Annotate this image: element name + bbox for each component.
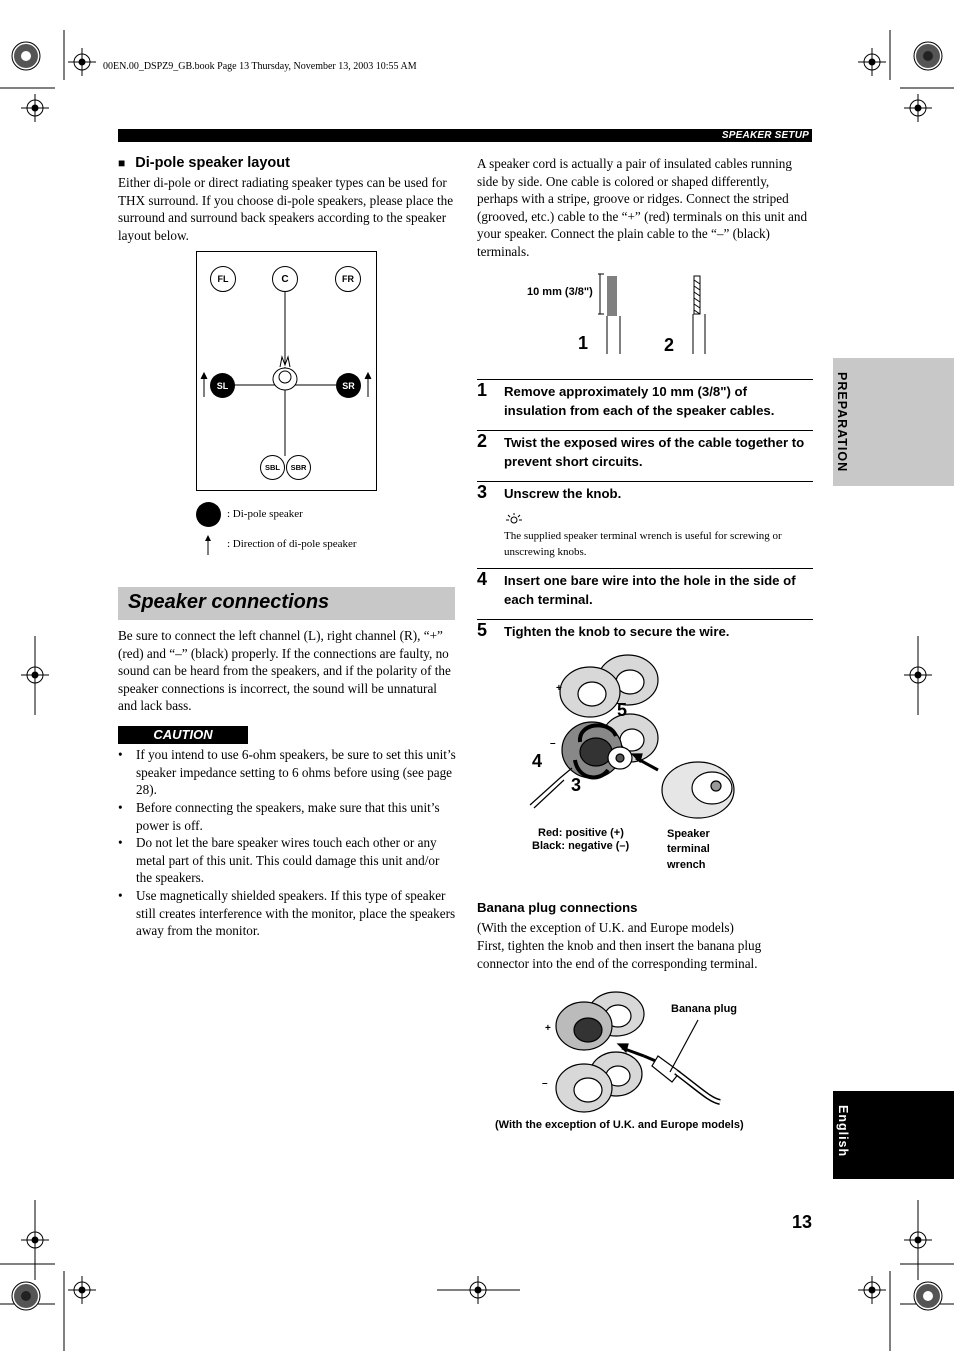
- side-tab-preparation-label: PREPARATION: [835, 372, 849, 473]
- file-header: 00EN.00_DSPZ9_GB.book Page 13 Thursday, November 13, 2003 10:55 AM: [103, 61, 417, 72]
- speaker-connections-title-box: [118, 587, 455, 620]
- caution-bullet-1: [118, 746, 458, 800]
- banana-heading: Banana plug connections: [477, 900, 638, 915]
- caution-bullet-text: Before connecting the speakers, make sure that this unit’s power is off.: [136, 800, 440, 833]
- terminal-plus-sign: +: [556, 683, 562, 694]
- terminal-fig-number-5: 5: [617, 700, 628, 720]
- caution-bullet-text: Use magnetically shielded speakers. If this type of speaker still creates interference with the monitor, place the speakers away from the monitor.: [136, 888, 456, 939]
- speaker-fl: [210, 266, 236, 292]
- caution-label: CAUTION: [153, 727, 213, 742]
- cable-stripping-figure: [596, 270, 716, 356]
- caution-bullet-2: [118, 799, 458, 835]
- bullet-mark: •: [118, 835, 123, 850]
- side-tab-english: [833, 1091, 954, 1179]
- speaker-c-label: C: [281, 273, 289, 285]
- speaker-terminal-figure: [520, 650, 750, 820]
- step-2-text: Twist the exposed wires of the cable together to prevent short circuits.: [504, 435, 805, 469]
- banana-line-1: (With the exception of U.K. and Europe models): [477, 920, 734, 935]
- speaker-fr-label: FR: [342, 274, 354, 284]
- speaker-c: [272, 266, 298, 292]
- bullet-mark: •: [118, 888, 123, 903]
- dipole-heading-text: Di-pole speaker layout: [135, 155, 290, 171]
- wrench-label-line-2: terminal: [667, 843, 710, 855]
- step-1-number: 1: [477, 380, 488, 400]
- legend-arrow-icon: [202, 534, 214, 556]
- step-3-number: 3: [477, 482, 488, 502]
- black-negative-label: Black: negative (–): [532, 840, 630, 852]
- step-2-rule: [477, 430, 813, 431]
- speaker-sbr: [286, 455, 311, 480]
- dipole-body: Either di-pole or direct radiating speaker types can be used for THX surround. If you choose di-pole speakers, please place the surround and surround back speakers according to the speaker layout below.: [118, 175, 454, 243]
- speaker-sl: [210, 373, 235, 398]
- speaker-sr: [336, 373, 361, 398]
- caution-bullet-4: [118, 887, 458, 941]
- section-header-label: SPEAKER SETUP: [721, 130, 809, 141]
- speaker-fl-label: FL: [217, 274, 229, 284]
- step-5-text: Tighten the knob to secure the wire.: [504, 624, 730, 639]
- banana-plus-sign: +: [545, 1023, 551, 1034]
- legend-direction-text: : Direction of di-pole speaker: [227, 538, 357, 550]
- page-number: 13: [792, 1212, 813, 1232]
- bullet-mark: •: [118, 747, 123, 762]
- legend-dipole-text: : Di-pole speaker: [227, 508, 303, 520]
- step-4-text: Insert one bare wire into the hole in the side of each terminal.: [504, 573, 796, 607]
- heading-square-icon: ■: [118, 156, 126, 170]
- speaker-connections-title: Speaker connections: [128, 591, 330, 613]
- bullet-mark: •: [118, 800, 123, 815]
- speaker-sr-label: SR: [342, 380, 355, 391]
- step-3-rule: [477, 481, 813, 482]
- side-tab-preparation: [833, 358, 954, 486]
- cable-fig-number-1: 1: [578, 333, 589, 353]
- step-1-rule: [477, 379, 813, 380]
- tip-lightbulb-icon: [504, 512, 524, 526]
- section-header-bar: [118, 129, 812, 142]
- speaker-fr: [335, 266, 361, 292]
- banana-figure-caption: (With the exception of U.K. and Europe models): [495, 1119, 744, 1131]
- speaker-sbl: [260, 455, 285, 480]
- terminal-fig-number-4: 4: [532, 751, 543, 771]
- banana-line-2: First, tighten the knob and then insert the banana plug connector into the end of the corresponding terminal.: [477, 938, 762, 971]
- step-5-number: 5: [477, 620, 488, 640]
- caution-bullet-text: Do not let the bare speaker wires touch each other or any metal part of this unit. This could damage this unit and/or the speakers.: [136, 835, 440, 886]
- terminal-fig-number-3: 3: [571, 775, 582, 795]
- terminal-minus-sign: –: [550, 738, 556, 749]
- caution-bullet-text: If you intend to use 6-ohm speakers, be sure to set this unit’s speaker impedance setting to 6 ohms before using (see page 28).: [136, 747, 456, 798]
- dipole-heading: [118, 155, 290, 171]
- banana-plug-label: Banana plug: [671, 1003, 738, 1015]
- banana-minus-sign: –: [542, 1078, 548, 1089]
- step-4-number: 4: [477, 569, 488, 589]
- speaker-sbr-label: SBR: [290, 463, 307, 472]
- side-tab-english-label: English: [836, 1105, 850, 1158]
- speaker-sbl-label: SBL: [265, 463, 280, 472]
- cable-fig-number-2: 2: [664, 335, 675, 355]
- red-positive-label: Red: positive (+): [538, 827, 624, 839]
- connections-body: Be sure to connect the left channel (L), right channel (R), “+” (red) and “–” (black) properly. If the connections are faulty, no sound can be heard from the speakers, and if the polarity of the speaker connections is incorrect, the sound will be unnatural and lack bass.: [118, 628, 451, 714]
- step-1-text: Remove approximately 10 mm (3/8") of insulation from each of the speaker cables.: [504, 384, 775, 418]
- step-5-rule: [477, 619, 813, 620]
- wrench-label-line-1: Speaker: [667, 828, 710, 840]
- step-2-number: 2: [477, 431, 488, 451]
- speaker-sl-label: SL: [216, 380, 229, 391]
- step-3-text: Unscrew the knob.: [504, 486, 622, 501]
- legend-dipole-icon: [196, 502, 221, 527]
- measure-label: 10 mm (3/8"): [527, 286, 593, 298]
- step-4-rule: [477, 568, 813, 569]
- caution-bullet-3: [118, 834, 458, 888]
- tip-text: The supplied speaker terminal wrench is useful for screwing or unscrewing knobs.: [504, 530, 782, 558]
- wrench-label-line-3: wrench: [667, 859, 706, 871]
- cord-body: A speaker cord is actually a pair of insulated cables running side by side. One cable is colored or shaped differently, perhaps with a stripe, groove or ridges. Connect the striped (grooved, etc.) cable to the “+” (red) terminals on this unit and your speaker. Connect the plain cable to the “–” (black) terminals.: [477, 156, 808, 259]
- caution-badge: [118, 726, 248, 744]
